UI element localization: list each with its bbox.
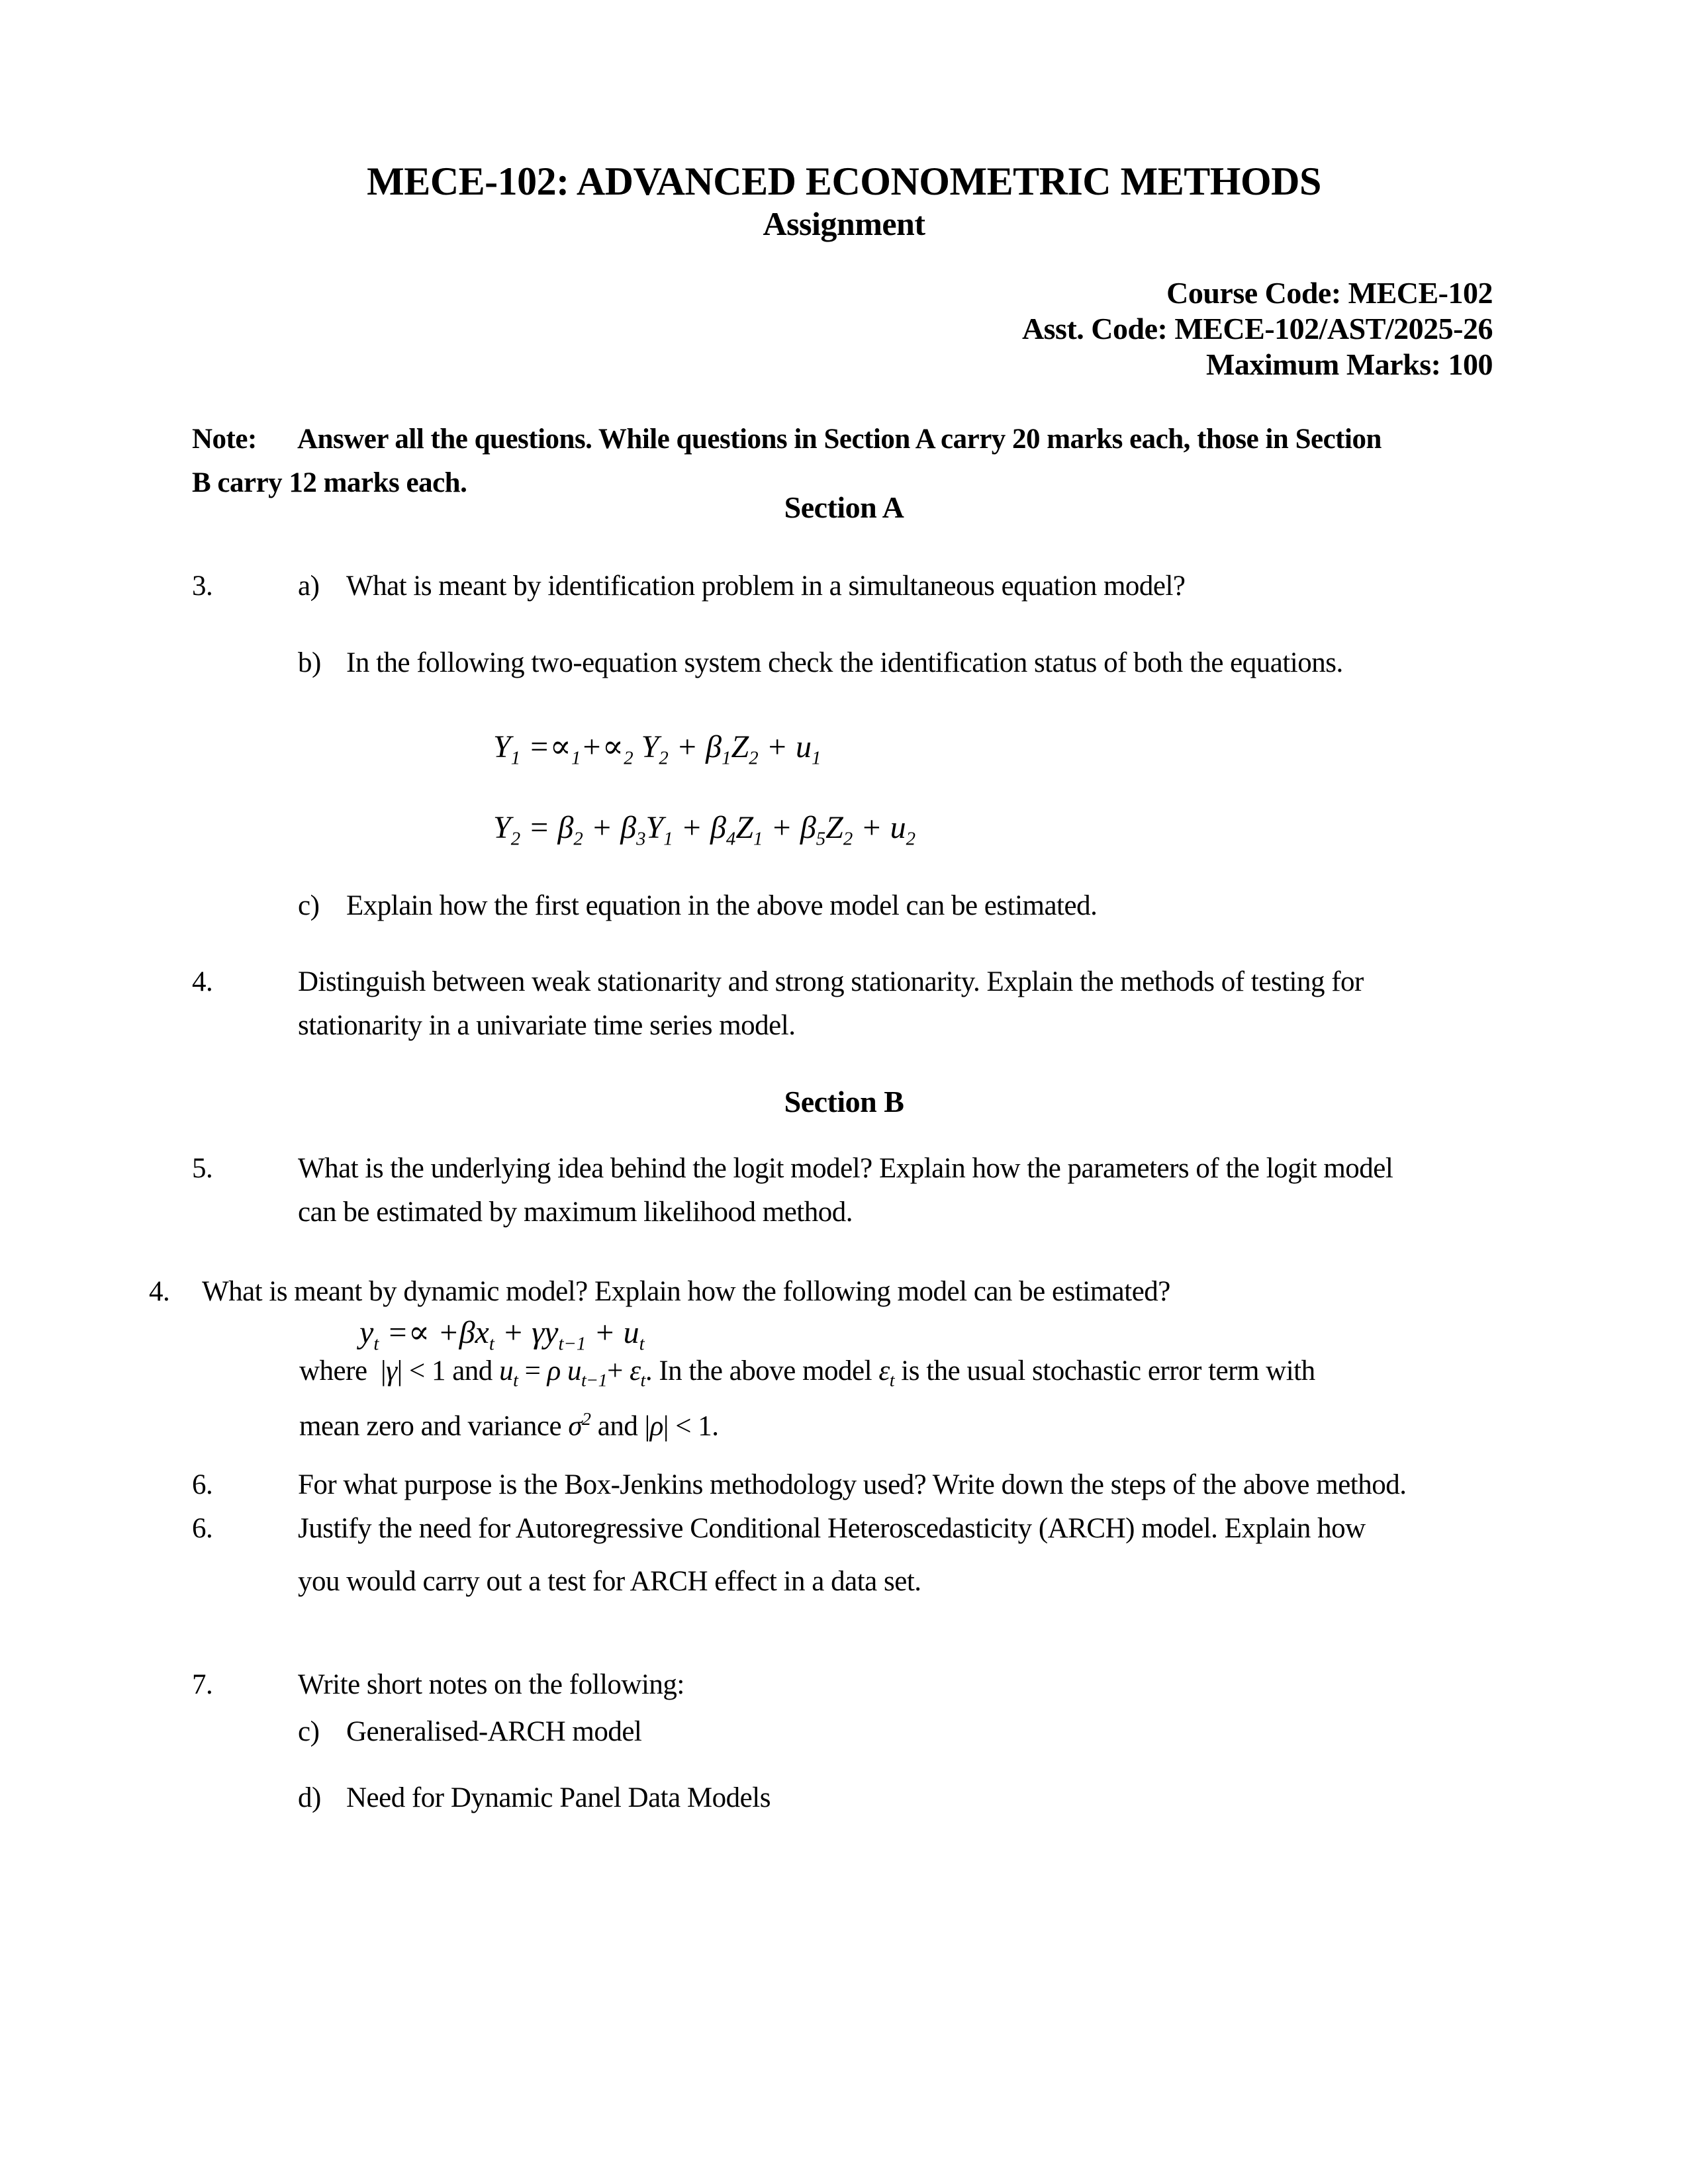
question-text: Explain how the first equation in the above model can be estimated. [346,890,1098,921]
question-text: What is meant by identification problem in a simultaneous equation model? [346,570,1186,602]
question-text-line: For what purpose is the Box-Jenkins methodology used? Write down the steps of the above method. [298,1469,1407,1500]
question-text-line [298,1710,1529,1754]
subitem-label: c) [298,890,320,921]
question-4b-row [149,1270,1529,1314]
question-text-line [298,1776,1529,1820]
question-7c-row [192,1710,1529,1754]
model-condition-paragraph [299,1352,1529,1445]
question-5-row [192,1147,1529,1234]
section-b-heading: Section B [784,1085,904,1118]
question-6a-row [192,1463,1529,1507]
note-line [192,418,1529,461]
equation-3: $y_t =\propto +\beta x_t + \gamma y_{t-1} + u_t$ [359,1315,645,1355]
question-number: 4. [149,1276,170,1307]
question-3c-row [192,884,1529,928]
equation-1: $Y_1 =\propto_1+\propto_2$ $Y_2 + \beta_1Z_2 + u_1$ [493,729,821,769]
note-label: Note: [192,424,257,455]
question-text-line [298,565,1529,608]
subitem-label: a) [298,570,320,602]
question-text-line [298,641,1529,685]
question-text-line: you would carry out a test for ARCH effect in a data set. [298,1566,921,1597]
question-number: 6. [192,1469,213,1500]
question-number: 5. [192,1153,213,1184]
question-text-line: What is the underlying idea behind the logit model? Explain how the parameters of the logit model [298,1153,1393,1184]
meta-block [1022,275,1493,383]
condition-text-line: mean zero and variance $\sigma^2$ and |ρ| < 1. [299,1408,719,1441]
question-text: In the following two-equation system check the identification status of both the equations. [346,647,1343,678]
subitem-label: c) [298,1716,320,1747]
question-text: Need for Dynamic Panel Data Models [346,1782,771,1813]
question-text: Generalised-ARCH model [346,1716,642,1747]
subitem-label: b) [298,647,321,678]
page-title: MECE-102: ADVANCED ECONOMETRIC METHODS [367,159,1321,203]
max-marks: Maximum Marks: 100 [1205,347,1493,381]
question-text-line: Distinguish between weak stationarity and strong stationarity. Explain the methods of testing for [298,966,1364,997]
asst-code: Asst. Code: MECE-102/AST/2025-26 [1021,312,1493,345]
subitem-label: d) [298,1782,321,1813]
question-number: 4. [192,966,213,997]
question-text-line: stationarity in a univariate time series model. [298,1010,796,1041]
page-subtitle: Assignment [763,205,925,242]
question-7d-row [192,1776,1529,1820]
question-text-line: What is meant by dynamic model? Explain how the following model can be estimated? [202,1276,1170,1307]
question-7-row [192,1663,1529,1707]
section-a-heading: Section A [784,490,904,524]
question-text-line: Justify the need for Autoregressive Conditional Heteroscedasticity (ARCH) model. Explain how [298,1513,1366,1544]
question-6b-row [192,1502,1529,1608]
condition-text-line: where |γ| < 1 and $u_t = \rho$ $u_{t-1}+ \varepsilon_t$. In the above model $\varepsilon_t$ is the usual stochastic error term with [299,1355,1315,1391]
question-3b-row [192,641,1529,685]
question-text-line: Write short notes on the following: [298,1669,684,1700]
question-4-row [192,960,1529,1048]
note-text: Answer all the questions. While questions in Section A carry 20 marks each, those in Section [297,424,1382,455]
note-line: B carry 12 marks each. [192,467,467,498]
question-number: 6. [192,1513,213,1544]
question-number: 3. [192,570,213,602]
question-text-line: can be estimated by maximum likelihood method. [298,1197,853,1228]
question-3a-row [192,565,1529,608]
course-code: Course Code: MECE-102 [1166,276,1493,310]
equation-2: $Y_2 = \beta_2 + \beta_3Y_1 + \beta_4Z_1 + \beta_5Z_2 + u_2$ [493,810,916,850]
question-number: 7. [192,1669,213,1700]
question-text-line [298,884,1529,928]
